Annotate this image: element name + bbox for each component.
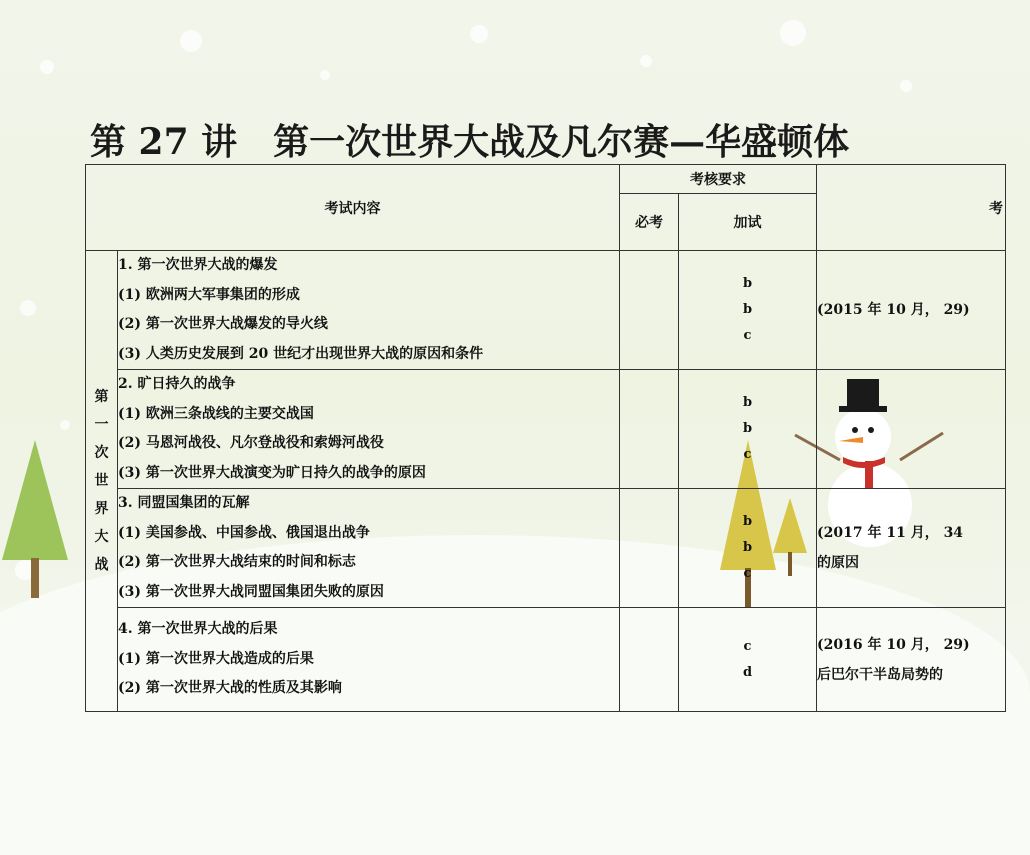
level-cell: c d — [679, 608, 817, 712]
section-content: 3. 同盟国集团的瓦解 (1) 美国参战、中国参战、俄国退出战争 (2) 第一次世界大战结束的时间和标志 (3) 第一次世界大战同盟国集团失败的原因 — [118, 489, 620, 608]
header-requirement: 考核要求 — [620, 165, 817, 194]
required-cell — [620, 251, 679, 370]
section-content: 1. 第一次世界大战的爆发 (1) 欧洲两大军事集团的形成 (2) 第一次世界大战爆发的导火线 (3) 人类历史发展到 20 世纪才出现世界大战的原因和条件 — [118, 251, 620, 370]
header-required: 必考 — [620, 194, 679, 251]
table-header-row — [86, 165, 1006, 194]
level-cell: b b c — [679, 370, 817, 489]
section-content: 2. 旷日持久的战争 (1) 欧洲三条战线的主要交战国 (2) 马恩河战役、凡尔登战役和索姆河战役 (3) 第一次世界大战演变为旷日持久的战争的原因 — [118, 370, 620, 489]
section-content: 4. 第一次世界大战的后果 (1) 第一次世界大战造成的后果 (2) 第一次世界大战的性质及其影响 — [118, 608, 620, 712]
table-row — [86, 489, 1006, 608]
exam-cell: (2016 年 10 月， 29) 后巴尔干半岛局势的 — [817, 608, 1006, 712]
required-cell — [620, 489, 679, 608]
table-row — [86, 370, 1006, 489]
page-title: 第 27 讲 第一次世界大战及凡尔赛—华盛顿体 — [90, 121, 850, 163]
exam-cell: (2015 年 10 月， 29) — [817, 251, 1006, 370]
table-row — [86, 251, 1006, 370]
exam-cell: (2017 年 11 月， 34 的原因 — [817, 489, 1006, 608]
level-cell: b b c — [679, 489, 817, 608]
tree-icon — [0, 440, 70, 600]
header-exam: 考 — [817, 165, 1006, 251]
header-content: 考试内容 — [86, 165, 620, 251]
exam-table — [85, 164, 1006, 712]
exam-cell — [817, 370, 1006, 489]
level-cell: b b c — [679, 251, 817, 370]
header-extra: 加试 — [679, 194, 817, 251]
table-row — [86, 608, 1006, 712]
side-label: 第 一 次 世 界 大 战 — [86, 251, 118, 712]
required-cell — [620, 370, 679, 489]
required-cell — [620, 608, 679, 712]
